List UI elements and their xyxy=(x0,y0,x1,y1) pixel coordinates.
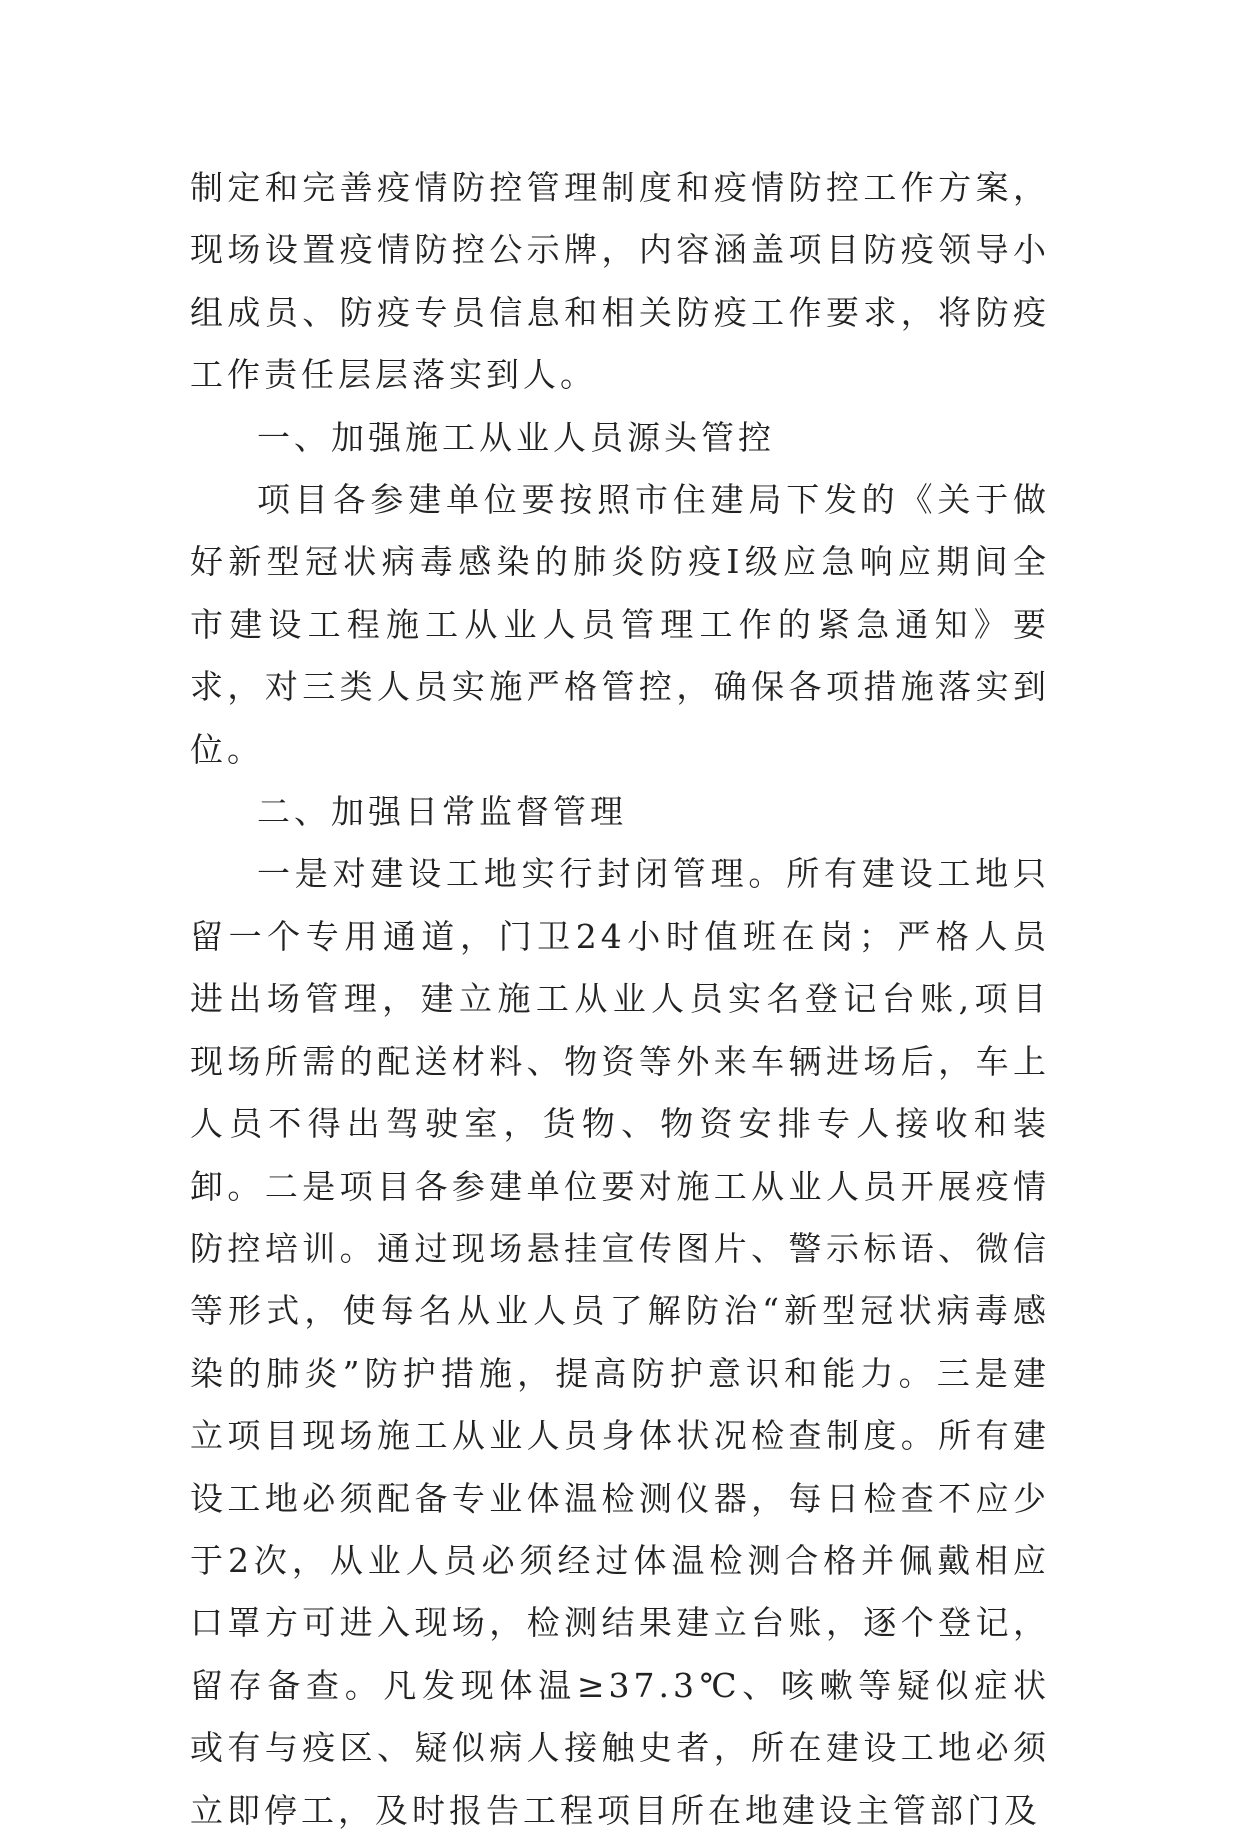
section-heading-1: 一、加强施工从业人员源头管控 xyxy=(257,417,775,457)
document-body xyxy=(190,157,1050,1842)
paragraph-section-2: 一是对建设工地实行封闭管理。所有建设工地只留一个专用通道，门卫24小时值班在岗；严格人员进出场管理，建立施工从业人员实名登记台账,项目现场所需的配送材料、物资等外来车辆进场后，车上人员不得出驾驶室，货物、物资安排专人接收和装卸。二是项目各参建单位要对施工从业人员开展疫情防控培训。通过现场悬挂宣传图片、警示标语、微信等形式，使每名从业人员了解防治“新型冠状病毒感染的肺炎”防护措施，提高防护意识和能力。三是建立项目现场施工从业人员身体状况检查制度。所有建设工地必须配备专业体温检测仪器，每日检查不应少于2次，从业人员必须经过体温检测合格并佩戴相应口罩方可进入现场，检测结果建立台账，逐个登记，留存备查。凡发现体温≥37.3℃、咳嗽等疑似症状或有与疫区、疑似病人接触史者，所在建设工地必须立即停工，及时报告工程项目所在地建设主管部门及 xyxy=(190,854,1050,1830)
section-heading-2: 二、加强日常监督管理 xyxy=(257,792,627,832)
paragraph-intro: 制定和完善疫情防控管理制度和疫情防控工作方案，现场设置疫情防控公示牌，内容涵盖项目防疫领导小组成员、防疫专员信息和相关防疫工作要求，将防疫工作责任层层落实到人。 xyxy=(190,168,1050,395)
paragraph-section-1: 项目各参建单位要按照市住建局下发的《关于做好新型冠状病毒感染的肺炎防疫Ⅰ级应急响应期间全市建设工程施工从业人员管理工作的紧急通知》要求，对三类人员实施严格管控，确保各项措施落实到位。 xyxy=(190,480,1050,769)
